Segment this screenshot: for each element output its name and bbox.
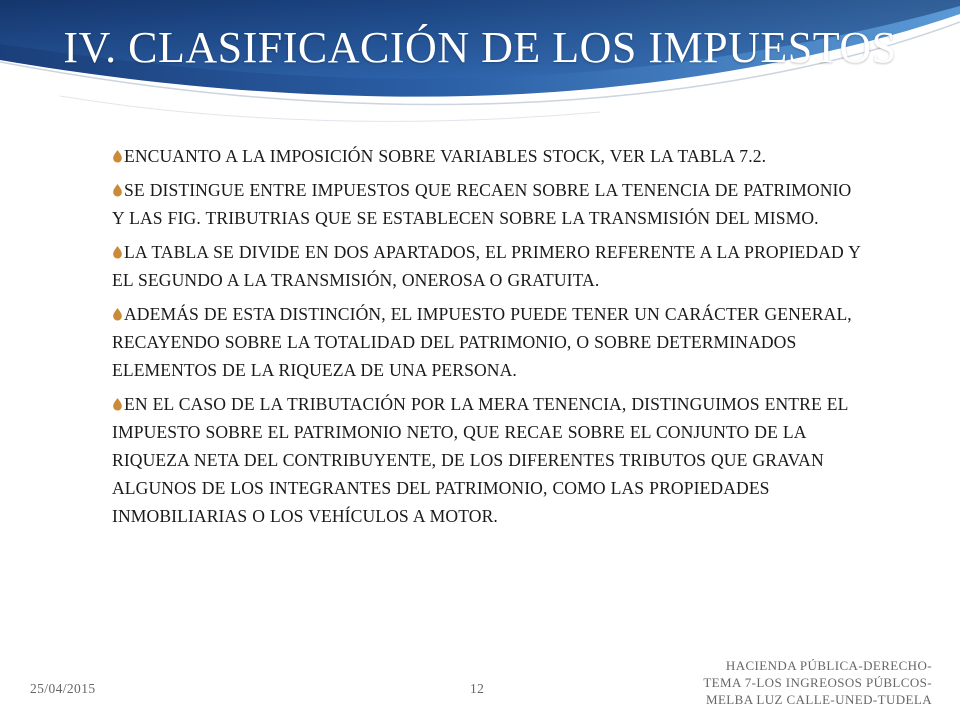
drop-bullet-icon — [112, 308, 123, 321]
footer-date: 25/04/2015 — [30, 681, 96, 696]
bullet-text: LA TABLA SE DIVIDE EN DOS APARTADOS, EL PRIMERO REFERENTE A LA PROPIEDAD Y EL SEGUNDO A LA TRANSMISIÓN, ONEROSA O GRATUITA. — [112, 242, 861, 290]
bullet-item — [112, 300, 862, 384]
bullet-item — [112, 390, 862, 530]
bullet-text: ENCUANTO A LA IMPOSICIÓN SOBRE VARIABLES STOCK, VER LA TABLA 7.2. — [124, 146, 767, 166]
drop-bullet-icon — [112, 184, 123, 197]
drop-bullet-icon — [112, 150, 123, 163]
drop-bullet-icon — [112, 246, 123, 259]
footer-source: HACIENDA PÚBLICA-DERECHO- TEMA 7-LOS INGREOSOS PÚBLCOS- MELBA LUZ CALLE-UNED-TUDELA — [703, 658, 932, 707]
bullet-text: ADEMÁS DE ESTA DISTINCIÓN, EL IMPUESTO PUEDE TENER UN CARÁCTER GENERAL, RECAYENDO SOBRE LA TOTALIDAD DEL PATRIMONIO, O SOBRE DETERMINADOS ELEMENTOS DE LA RIQUEZA DE UNA PERSONA. — [112, 304, 852, 380]
bullet-text: SE DISTINGUE ENTRE IMPUESTOS QUE RECAEN SOBRE LA TENENCIA DE PATRIMONIO Y LAS FIG. TRIBUTRIAS QUE SE ESTABLECEN SOBRE LA TRANSMISIÓN DEL MISMO. — [112, 180, 852, 228]
bullet-item — [112, 142, 862, 170]
bullet-list — [112, 142, 862, 536]
drop-bullet-icon — [112, 398, 123, 411]
bullet-text: EN EL CASO DE LA TRIBUTACIÓN POR LA MERA TENENCIA, DISTINGUIMOS ENTRE EL IMPUESTO SOBRE EL PATRIMONIO NETO, QUE RECAE SOBRE EL CONJUNTO DE LA RIQUEZA NETA DEL CONTRIBUYENTE, DE LOS DIFERENTES TRIBUTOS QUE GRAVAN ALGUNOS DE LOS INTEGRANTES DEL PATRIMONIO, COMO LAS PROPIEDADES INMOBILIARIAS O LOS VEHÍCULOS A MOTOR. — [112, 394, 848, 526]
bullet-item — [112, 238, 862, 294]
bullet-item — [112, 176, 862, 232]
footer-page-number: 12 — [470, 681, 485, 696]
slide-title: IV. CLASIFICACIÓN DE LOS IMPUESTOS — [63, 23, 897, 72]
